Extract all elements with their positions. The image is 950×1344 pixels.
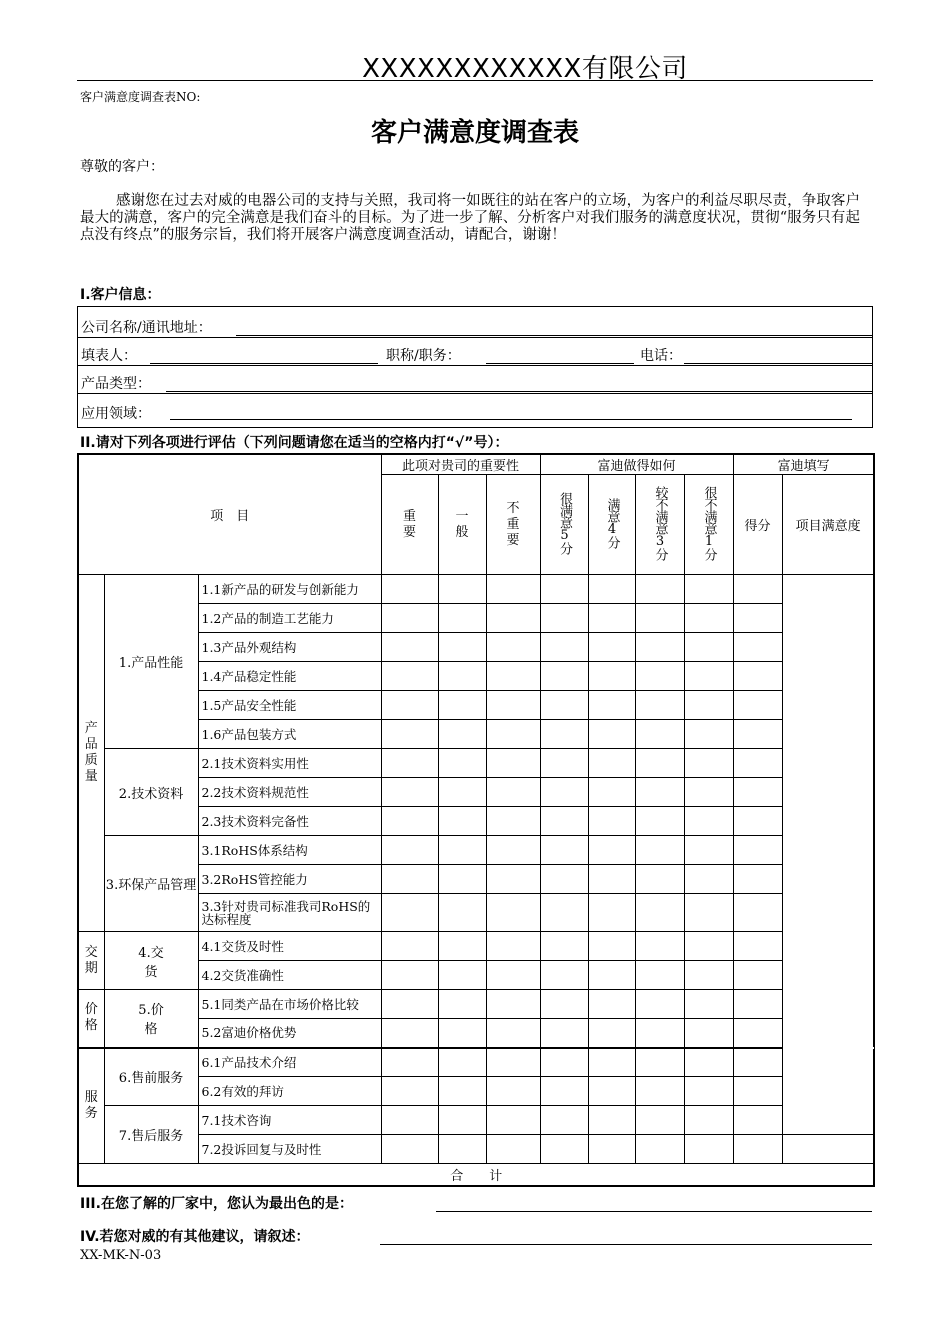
check-cell[interactable] xyxy=(588,865,635,894)
table-row xyxy=(78,1106,874,1135)
item-7-2: 7.2投诉回复与及时性 xyxy=(198,1135,381,1164)
item-6-2: 6.2有效的拜访 xyxy=(198,1077,381,1106)
check-cell[interactable] xyxy=(438,990,486,1019)
check-cell[interactable] xyxy=(635,633,684,662)
check-cell[interactable] xyxy=(438,778,486,807)
table-row xyxy=(78,1048,874,1077)
item-3-1: 3.1RoHS体系结构 xyxy=(198,836,381,865)
total-row xyxy=(78,1164,874,1186)
check-cell[interactable] xyxy=(438,1048,486,1077)
position-field[interactable] xyxy=(486,363,634,364)
check-cell[interactable] xyxy=(381,1135,438,1164)
check-cell[interactable] xyxy=(486,720,540,749)
check-cell[interactable] xyxy=(486,932,540,961)
importance-header: 此项对贵司的重要性 xyxy=(381,454,540,475)
check-cell[interactable] xyxy=(684,894,733,932)
check-cell[interactable] xyxy=(381,778,438,807)
score-cell[interactable] xyxy=(733,836,782,865)
check-cell[interactable] xyxy=(381,720,438,749)
item-5-2: 5.2富迪价格优势 xyxy=(198,1019,381,1048)
check-cell[interactable] xyxy=(540,932,588,961)
subcategory-delivery: 4.交 货 xyxy=(104,932,198,990)
item-2-1: 2.1技术资料实用性 xyxy=(198,749,381,778)
item-2-2: 2.2技术资料规范性 xyxy=(198,778,381,807)
phone-field[interactable] xyxy=(684,363,872,364)
score-cell[interactable] xyxy=(733,865,782,894)
section-best-vendor: III.在您了解的厂家中，您认为最出色的是： xyxy=(80,1196,353,1212)
check-cell[interactable] xyxy=(635,1135,684,1164)
score-cell[interactable] xyxy=(733,1019,782,1048)
check-cell[interactable] xyxy=(635,807,684,836)
item-2-3: 2.3技术资料完备性 xyxy=(198,807,381,836)
subcategory-price: 5.价 格 xyxy=(104,990,198,1048)
performance-header: 富迪做得如何 xyxy=(540,454,733,475)
subcategory-tech-docs: 2.技术资料 xyxy=(104,749,198,836)
best-vendor-field[interactable] xyxy=(436,1211,872,1212)
check-cell[interactable] xyxy=(486,778,540,807)
check-cell[interactable] xyxy=(540,720,588,749)
score-cell[interactable] xyxy=(733,807,782,836)
check-cell[interactable] xyxy=(381,749,438,778)
item-1-6: 1.6产品包装方式 xyxy=(198,720,381,749)
check-cell[interactable] xyxy=(588,1106,635,1135)
check-cell[interactable] xyxy=(381,961,438,990)
check-cell[interactable] xyxy=(381,1048,438,1077)
check-cell[interactable] xyxy=(540,865,588,894)
check-cell[interactable] xyxy=(635,932,684,961)
check-cell[interactable] xyxy=(438,932,486,961)
table-row xyxy=(78,662,874,691)
check-cell[interactable] xyxy=(540,749,588,778)
check-cell[interactable] xyxy=(540,1019,588,1048)
score-cell[interactable] xyxy=(733,932,782,961)
table-row xyxy=(78,894,874,932)
check-cell[interactable] xyxy=(588,1019,635,1048)
check-cell[interactable] xyxy=(486,1048,540,1077)
col-important: 重要 xyxy=(403,508,417,540)
check-cell[interactable] xyxy=(588,633,635,662)
check-cell[interactable] xyxy=(635,1048,684,1077)
check-cell[interactable] xyxy=(540,990,588,1019)
score-cell[interactable] xyxy=(733,778,782,807)
check-cell[interactable] xyxy=(438,604,486,633)
check-cell[interactable] xyxy=(438,865,486,894)
check-cell[interactable] xyxy=(486,865,540,894)
check-cell[interactable] xyxy=(381,894,438,932)
check-cell[interactable] xyxy=(438,575,486,604)
check-cell[interactable] xyxy=(486,633,540,662)
table-row xyxy=(78,1077,874,1106)
check-cell[interactable] xyxy=(684,778,733,807)
check-cell[interactable] xyxy=(635,865,684,894)
check-cell[interactable] xyxy=(588,1135,635,1164)
score-cell[interactable] xyxy=(733,961,782,990)
check-cell[interactable] xyxy=(381,575,438,604)
check-cell[interactable] xyxy=(438,807,486,836)
check-cell[interactable] xyxy=(684,961,733,990)
check-cell[interactable] xyxy=(635,604,684,633)
table-row xyxy=(78,961,874,990)
category-service: 服务 xyxy=(84,1089,98,1121)
check-cell[interactable] xyxy=(486,662,540,691)
check-cell[interactable] xyxy=(486,961,540,990)
check-cell[interactable] xyxy=(381,836,438,865)
table-row xyxy=(78,836,874,865)
col-normal: 一般 xyxy=(455,508,469,540)
product-type-field[interactable] xyxy=(166,391,872,392)
check-cell[interactable] xyxy=(381,932,438,961)
check-cell[interactable] xyxy=(684,1106,733,1135)
check-cell[interactable] xyxy=(486,1019,540,1048)
check-cell[interactable] xyxy=(486,894,540,932)
score-cell[interactable] xyxy=(733,662,782,691)
table-row xyxy=(78,633,874,662)
item-satisfaction-cell[interactable] xyxy=(782,575,874,1135)
application-field[interactable] xyxy=(170,419,852,420)
check-cell[interactable] xyxy=(684,720,733,749)
check-cell[interactable] xyxy=(588,662,635,691)
col-not-important: 不重要 xyxy=(506,500,520,548)
check-cell[interactable] xyxy=(486,691,540,720)
check-cell[interactable] xyxy=(540,604,588,633)
item-6-1: 6.1产品技术介绍 xyxy=(198,1048,381,1077)
check-cell[interactable] xyxy=(588,778,635,807)
check-cell[interactable] xyxy=(486,836,540,865)
check-cell[interactable] xyxy=(438,894,486,932)
score-cell[interactable] xyxy=(733,1077,782,1106)
check-cell[interactable] xyxy=(540,1135,588,1164)
info-row-company xyxy=(78,309,872,338)
col-very-unsatisfied: 很不满意1分 xyxy=(701,485,717,560)
check-cell[interactable] xyxy=(635,894,684,932)
check-cell[interactable] xyxy=(438,633,486,662)
col-very-satisfied: 很满意5分 xyxy=(557,491,573,554)
item-5-1: 5.1同类产品在市场价格比较 xyxy=(198,990,381,1019)
table-row xyxy=(78,1135,874,1164)
score-cell[interactable] xyxy=(733,1048,782,1077)
check-cell[interactable] xyxy=(588,720,635,749)
check-cell[interactable] xyxy=(381,662,438,691)
subcategory-performance: 1.产品性能 xyxy=(104,575,198,749)
check-cell[interactable] xyxy=(381,691,438,720)
check-cell[interactable] xyxy=(684,575,733,604)
section-suggestions: IV.若您对威的有其他建议，请叙述： xyxy=(80,1229,310,1245)
suggestions-field[interactable] xyxy=(380,1244,872,1245)
check-cell[interactable] xyxy=(588,836,635,865)
phone-label: 电话： xyxy=(640,348,682,364)
check-cell[interactable] xyxy=(381,990,438,1019)
check-cell[interactable] xyxy=(381,807,438,836)
check-cell[interactable] xyxy=(684,1135,733,1164)
check-cell[interactable] xyxy=(540,575,588,604)
table-row xyxy=(78,1019,874,1048)
company-name: XXXXXXXXXXXX有限公司 xyxy=(362,54,688,84)
check-cell[interactable] xyxy=(635,575,684,604)
table-row xyxy=(78,691,874,720)
info-row-application xyxy=(78,395,872,423)
check-cell[interactable] xyxy=(486,990,540,1019)
check-cell[interactable] xyxy=(540,1106,588,1135)
check-cell[interactable] xyxy=(588,749,635,778)
filler-label: 填表人： xyxy=(81,348,137,364)
check-cell[interactable] xyxy=(635,990,684,1019)
application-label: 应用领域： xyxy=(81,406,151,422)
check-cell[interactable] xyxy=(684,990,733,1019)
check-cell[interactable] xyxy=(588,894,635,932)
check-cell[interactable] xyxy=(588,575,635,604)
score-cell[interactable] xyxy=(733,749,782,778)
check-cell[interactable] xyxy=(381,633,438,662)
item-3-2: 3.2RoHS管控能力 xyxy=(198,865,381,894)
document-code: XX-MK-N-03 xyxy=(80,1248,162,1263)
check-cell[interactable] xyxy=(684,662,733,691)
section-evaluation-title: II.请对下列各项进行评估（下列问题请您在适当的空格内打“√”号）： xyxy=(80,435,509,451)
check-cell[interactable] xyxy=(684,604,733,633)
col-item-satisfaction: 项目满意度 xyxy=(782,475,874,575)
check-cell[interactable] xyxy=(540,961,588,990)
check-cell[interactable] xyxy=(684,1048,733,1077)
check-cell[interactable] xyxy=(684,932,733,961)
table-row xyxy=(78,807,874,836)
check-cell[interactable] xyxy=(684,1077,733,1106)
check-cell[interactable] xyxy=(684,691,733,720)
check-cell[interactable] xyxy=(540,633,588,662)
check-cell[interactable] xyxy=(635,961,684,990)
check-cell[interactable] xyxy=(540,836,588,865)
col-score: 得分 xyxy=(733,475,782,575)
check-cell[interactable] xyxy=(684,807,733,836)
table-row xyxy=(78,720,874,749)
check-cell[interactable] xyxy=(588,1048,635,1077)
check-cell[interactable] xyxy=(381,1106,438,1135)
category-delivery: 交期 xyxy=(84,944,98,976)
score-cell[interactable] xyxy=(733,720,782,749)
item-1-5: 1.5产品安全性能 xyxy=(198,691,381,720)
check-cell[interactable] xyxy=(438,720,486,749)
check-cell[interactable] xyxy=(684,633,733,662)
check-cell[interactable] xyxy=(486,604,540,633)
check-cell[interactable] xyxy=(438,662,486,691)
score-cell[interactable] xyxy=(733,575,782,604)
item-1-4: 1.4产品稳定性能 xyxy=(198,662,381,691)
check-cell[interactable] xyxy=(635,691,684,720)
check-cell[interactable] xyxy=(381,604,438,633)
score-cell[interactable] xyxy=(733,691,782,720)
header-rule xyxy=(77,80,873,81)
section-customer-info-title: I.客户信息： xyxy=(80,287,161,303)
score-cell[interactable] xyxy=(733,990,782,1019)
table-row xyxy=(78,778,874,807)
category-price: 价格 xyxy=(84,1002,98,1034)
check-cell[interactable] xyxy=(381,865,438,894)
score-cell[interactable] xyxy=(733,1135,782,1164)
item-header: 项 目 xyxy=(78,454,381,575)
check-cell[interactable] xyxy=(684,1019,733,1048)
check-cell[interactable] xyxy=(635,1106,684,1135)
item-1-1: 1.1新产品的研发与创新能力 xyxy=(198,575,381,604)
subcategory-env: 3.环保产品管理 xyxy=(104,836,198,932)
check-cell[interactable] xyxy=(588,932,635,961)
check-cell[interactable] xyxy=(438,1077,486,1106)
col-satisfied: 满意4分 xyxy=(604,497,620,548)
check-cell[interactable] xyxy=(438,1135,486,1164)
category-quality: 产品质量 xyxy=(84,721,98,784)
product-type-label: 产品类型： xyxy=(81,376,151,392)
check-cell[interactable] xyxy=(438,691,486,720)
col-less-unsatisfied: 较不满意3分 xyxy=(652,485,668,560)
check-cell[interactable] xyxy=(635,1077,684,1106)
item-1-3: 1.3产品外观结构 xyxy=(198,633,381,662)
intro-paragraph: 感谢您在过去对威的电器公司的支持与关照，我司将一如既往的站在客户的立场，为客户的利益尽职尽责，争取客户最大的满意，客户的完全满意是我们奋斗的目标。为了进一步了解、分析客户对我们服务的满意度状况，贯彻“服务只有起点没有终点”的服务宗旨，我们将开展客户满意度调查活动，请配合，谢谢！ xyxy=(80,193,860,243)
check-cell[interactable] xyxy=(684,749,733,778)
item-7-1: 7.1技术咨询 xyxy=(198,1106,381,1135)
page-title: 客户满意度调查表 xyxy=(370,118,579,148)
check-cell[interactable] xyxy=(486,749,540,778)
check-cell[interactable] xyxy=(486,1135,540,1164)
subcategory-aftersale: 7.售后服务 xyxy=(104,1106,198,1164)
score-cell[interactable] xyxy=(733,1106,782,1135)
check-cell[interactable] xyxy=(486,807,540,836)
table-row xyxy=(78,575,874,604)
check-cell[interactable] xyxy=(540,894,588,932)
table-row xyxy=(78,932,874,961)
check-cell[interactable] xyxy=(635,749,684,778)
check-cell[interactable] xyxy=(588,691,635,720)
check-cell[interactable] xyxy=(540,1077,588,1106)
company-address-label: 公司名称/通讯地址： xyxy=(81,320,212,336)
check-cell[interactable] xyxy=(438,961,486,990)
check-cell[interactable] xyxy=(540,662,588,691)
check-cell[interactable] xyxy=(486,1106,540,1135)
total-label: 合 计 xyxy=(78,1164,874,1186)
company-address-field[interactable] xyxy=(236,335,872,336)
check-cell[interactable] xyxy=(635,720,684,749)
check-cell[interactable] xyxy=(635,662,684,691)
check-cell[interactable] xyxy=(684,836,733,865)
table-row xyxy=(78,749,874,778)
table-row xyxy=(78,990,874,1019)
check-cell[interactable] xyxy=(588,990,635,1019)
item-4-1: 4.1交货及时性 xyxy=(198,932,381,961)
score-cell[interactable] xyxy=(733,894,782,932)
info-row-filler xyxy=(78,337,872,366)
check-cell[interactable] xyxy=(381,1019,438,1048)
check-cell[interactable] xyxy=(588,604,635,633)
check-cell[interactable] xyxy=(635,836,684,865)
check-cell[interactable] xyxy=(486,575,540,604)
check-cell[interactable] xyxy=(438,1106,486,1135)
check-cell[interactable] xyxy=(540,1048,588,1077)
check-cell[interactable] xyxy=(438,836,486,865)
item-4-2: 4.2交货准确性 xyxy=(198,961,381,990)
form-number-label: 客户满意度调查表NO: xyxy=(80,90,201,104)
check-cell[interactable] xyxy=(684,865,733,894)
customer-info-box xyxy=(77,306,873,428)
check-cell[interactable] xyxy=(381,1077,438,1106)
check-cell[interactable] xyxy=(588,961,635,990)
check-cell[interactable] xyxy=(438,1019,486,1048)
header-row-group xyxy=(78,454,874,475)
subcategory-presale: 6.售前服务 xyxy=(104,1048,198,1106)
check-cell[interactable] xyxy=(438,749,486,778)
score-cell[interactable] xyxy=(733,604,782,633)
check-cell[interactable] xyxy=(540,807,588,836)
check-cell[interactable] xyxy=(540,691,588,720)
check-cell[interactable] xyxy=(540,778,588,807)
check-cell[interactable] xyxy=(635,778,684,807)
check-cell[interactable] xyxy=(588,807,635,836)
check-cell[interactable] xyxy=(635,1019,684,1048)
score-cell[interactable] xyxy=(733,633,782,662)
check-cell[interactable] xyxy=(486,1077,540,1106)
info-row-product-type xyxy=(78,365,872,394)
evaluation-table xyxy=(77,453,875,1187)
item-1-2: 1.2产品的制造工艺能力 xyxy=(198,604,381,633)
filler-field[interactable] xyxy=(150,363,378,364)
check-cell[interactable] xyxy=(588,1077,635,1106)
position-label: 职称/职务： xyxy=(386,348,461,364)
table-row xyxy=(78,865,874,894)
item-3-3: 3.3针对贵司标准我司RoHS的达标程度 xyxy=(198,894,381,932)
fill-header: 富迪填写 xyxy=(733,454,874,475)
table-row xyxy=(78,604,874,633)
greeting: 尊敬的客户： xyxy=(80,159,164,175)
